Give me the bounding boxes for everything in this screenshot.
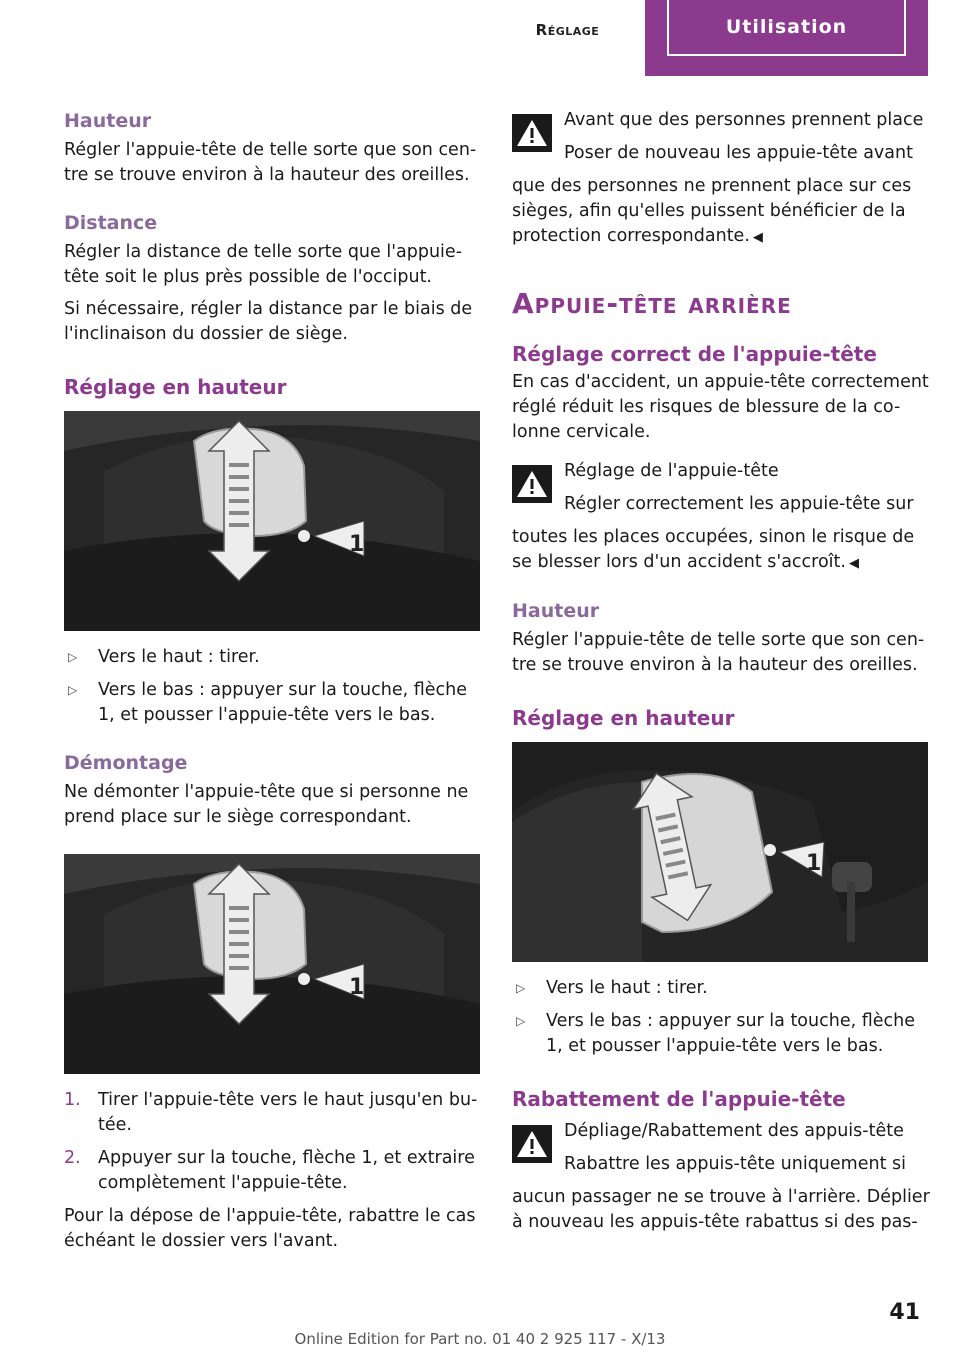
warning-first-line: Poser de nouveau les appuie-tête avant (564, 143, 913, 163)
heading-distance: Distance (64, 212, 158, 234)
warning-block-3 (512, 1119, 930, 1177)
heading-reglage-hauteur-rear: Réglage en hauteur (512, 706, 735, 730)
headrest-photo-front-2 (64, 854, 480, 1074)
bullet-text: Vers le haut : tirer. (546, 978, 708, 998)
warning-triangle-icon (512, 465, 552, 503)
heading-rabattement: Rabattement de l'appuie-tête (512, 1087, 846, 1111)
bullet-text: Vers le haut : tirer. (98, 647, 260, 667)
step-text: Tirer l'appuie-tête vers le haut jusqu'en bu- tée. (98, 1090, 478, 1135)
distance-text-1: Régler la distance de telle sorte que l'appuie- tête soit le plus près possible de l'occiput. (64, 242, 463, 287)
warning-triangle-icon (512, 114, 552, 152)
heading-appuie-tete-arriere: Appuie-tête arrière (512, 287, 792, 320)
step-number: 2. (64, 1148, 81, 1168)
warning-block-1 (512, 108, 930, 166)
list-item (64, 1088, 482, 1138)
photo-callout-1: 1 (806, 851, 822, 876)
heading-hauteur-rear: Hauteur (512, 600, 600, 622)
heading-hauteur: Hauteur (64, 110, 152, 132)
warning-title: Avant que des personnes prennent place (564, 110, 924, 130)
list-item (512, 976, 930, 1001)
heading-reglage-correct: Réglage correct de l'appuie-tête (512, 342, 877, 366)
triangle-bullet-icon: ▷ (68, 683, 78, 697)
correct-text: En cas d'accident, un appuie-tête correctement réglé réduit les risques de blessure de la co- lonne cervicale. (512, 372, 929, 442)
end-marker-icon: ◀ (752, 230, 763, 245)
header-chapter-label: Utilisation (725, 16, 848, 38)
bullet-text: Vers le bas : appuyer sur la touche, flèche 1, et pousser l'appuie-tête vers le bas. (98, 680, 467, 725)
warning-first-line: Rabattre les appuis-tête uniquement si (564, 1154, 906, 1174)
warning-body-text: que des personnes ne prennent place sur ces sièges, afin qu'elles puissent bénéficier de la protection correspondante. (512, 176, 912, 246)
heading-demontage: Démontage (64, 752, 188, 774)
heading-reglage-hauteur: Réglage en hauteur (64, 375, 287, 399)
warning-body-2 (512, 525, 930, 576)
list-item (512, 1009, 930, 1059)
warning-body-3: aucun passager ne se trouve à l'arrière. Déplier à nouveau les appuis-tête rabattus si des pas- (512, 1187, 930, 1232)
warning-triangle-icon (512, 1125, 552, 1163)
page-number: 41 (889, 1300, 920, 1325)
warning-first-line: Régler correctement les appuie-tête sur (564, 494, 914, 514)
triangle-bullet-icon: ▷ (68, 650, 78, 664)
left-column (64, 108, 482, 1261)
left-bullet-list (64, 645, 482, 728)
warning-block-2 (512, 459, 930, 517)
warning-title: Dépliage/Rabattement des appuis-tête (564, 1121, 904, 1141)
list-item (64, 1146, 482, 1196)
right-bullet-list (512, 976, 930, 1059)
photo-callout-1: 1 (349, 532, 365, 557)
left-steps-list (64, 1088, 482, 1196)
depose-text: Pour la dépose de l'appuie-tête, rabattre le cas échéant le dossier vers l'avant. (64, 1206, 476, 1251)
warning-title: Réglage de l'appuie-tête (564, 461, 779, 481)
footer-edition: Online Edition for Part no. 01 40 2 925 117 - X/13 (294, 1330, 666, 1348)
warning-body-text: toutes les places occupées, sinon le risque de se blesser lors d'un accident s'accroît. (512, 527, 915, 572)
triangle-bullet-icon: ▷ (516, 1014, 526, 1028)
headrest-photo-front-1 (64, 411, 480, 631)
header-chapter-tab (645, 0, 928, 76)
demontage-text: Ne démonter l'appuie-tête que si personne ne prend place sur le siège correspondant. (64, 782, 469, 827)
list-item (64, 678, 482, 728)
step-text: Appuyer sur la touche, flèche 1, et extraire complètement l'appuie-tête. (98, 1148, 475, 1193)
list-item (64, 645, 482, 670)
right-column (512, 108, 930, 1243)
end-marker-icon: ◀ (848, 556, 859, 571)
headrest-photo-rear (512, 742, 928, 962)
step-number: 1. (64, 1090, 81, 1110)
bullet-text: Vers le bas : appuyer sur la touche, flèche 1, et pousser l'appuie-tête vers le bas. (546, 1011, 915, 1056)
distance-text-2: Si nécessaire, régler la distance par le biais de l'inclinaison du dossier de siège. (64, 299, 473, 344)
hauteur-rear-text: Régler l'appuie-tête de telle sorte que son cen- tre se trouve environ à la hauteur des oreilles. (512, 630, 925, 675)
hauteur-text: Régler l'appuie-tête de telle sorte que son cen- tre se trouve environ à la hauteur des oreilles. (64, 140, 477, 185)
header-section-tab (490, 0, 645, 60)
header-section-label: Réglage (535, 21, 600, 39)
triangle-bullet-icon: ▷ (516, 981, 526, 995)
warning-body-1 (512, 174, 930, 250)
photo-callout-1: 1 (349, 975, 365, 1000)
